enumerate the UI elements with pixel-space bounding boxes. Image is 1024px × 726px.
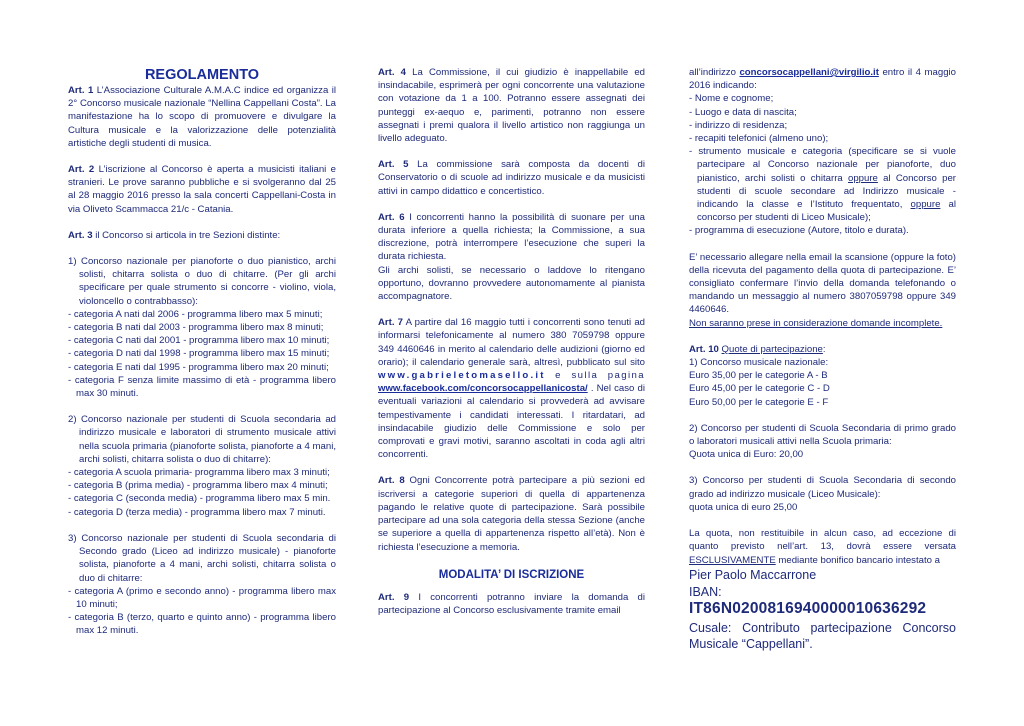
article-7-rest: . Nel caso di eventuali variazioni al calendario si provvederà ad avvisare tempestivamente i candidati interessati. I ritardatari, ad insindacabile giudizio delle Commissione e solo per comprovati e gravi motivi, saranno ascoltati in coda agli altri concorrenti.: [378, 383, 645, 461]
section-1: [68, 255, 336, 400]
list-item: - categoria D nati dal 1998 - programma libero max 15 minuti;: [68, 348, 330, 360]
article-3-label: Art. 3: [68, 229, 93, 241]
list-item: - categoria B nati dal 2003 - programma libero max 8 minuti;: [68, 322, 324, 334]
required-info-list: [689, 92, 956, 237]
list-item: - Luogo e data di nascita;: [689, 106, 797, 118]
article-5: [378, 158, 645, 198]
article-7-label: Art. 7: [378, 317, 403, 329]
article-1: [68, 84, 336, 150]
article-8-text: Ogni Concorrente potrà partecipare a più sezioni ed iscriversi a categorie superiori di quella di appartenenza pagando le relative quote di partecipazione. Sarà possibile partecipare ad una sola categoria della stessa Sezione (anche se superiore a quella di appartenenza rispetto all’età). Non è richiesta l’esecuzione a memoria.: [378, 475, 645, 553]
list-item: - categoria F senza limite massimo di età - programma libero max 30 minuti.: [68, 374, 336, 400]
column-regolamento: [68, 66, 336, 638]
article-4-text: La Commissione, il cui giudizio è inappellabile ed insindacabile, esprimerà per ogni concorrente una valutazione con votazione da 1 a 100. Potranno essere assegnati dei punteggi ex-aequo e, parimenti, potranno non essere assegnati i premi qualora il livello artistico non raggiunga un livello adeguato.: [378, 67, 645, 145]
article-10: [689, 343, 956, 356]
section-3-intro: 3) Concorso nazionale per studenti di Scuola secondaria di Secondo grado (Liceo ad indirizzo musicale) - pianoforte solista, pianoforte a 4 mani, archi solisti, chitarra solista o duo di chitarre:: [68, 532, 336, 584]
quota-line: 2) Concorso per studenti di Scuola Secondaria di primo grado o laboratori musicali attivi nella Scuola primaria:: [689, 422, 956, 448]
email-pre: all’indirizzo: [689, 67, 740, 78]
quota-line: Euro 50,00 per le categorie E - F: [689, 396, 829, 408]
column-registration: [689, 66, 956, 652]
article-1-text: L’Associazione Culturale A.M.A.C indice ed organizza il 2° Concorso musicale nazionale “Nellina Cappellani Costa”. La manifestazione ha lo scopo di promuovere e divulgare la Cultura musicale e la valorizzazione delle potenzialità artistiche degli studenti di musica.: [68, 85, 336, 149]
quota-1: [689, 356, 956, 409]
quota-line: Euro 35,00 per le categorie A - B: [689, 370, 828, 382]
section-heading-iscrizione: MODALITA’ DI ISCRIZIONE: [438, 568, 585, 581]
email-paragraph: [689, 66, 956, 92]
item-5-oppure-1: oppure: [848, 172, 878, 184]
item-5-b: al Concorso per studenti di scuole secondare ad Indirizzo musicale - indicando la classe e l’Istituto frequentato,: [697, 172, 956, 211]
item-5-oppure-2: oppure: [910, 199, 941, 211]
list-item: - indirizzo di residenza;: [689, 119, 788, 131]
page-title: REGOLAMENTO: [144, 67, 260, 83]
list-item: - categoria C nati dal 2001 - programma libero max 10 minuti;: [68, 335, 330, 347]
column-articles: [378, 66, 645, 617]
list-item: - categoria A scuola primaria- programma libero max 3 minuti;: [68, 467, 330, 479]
list-item: - categoria B (terzo, quarto e quinto anno) - programma libero max 12 minuti.: [68, 612, 336, 637]
section-1-intro: 1) Concorso nazionale per pianoforte o duo pianistico, archi solisti, chitarra solista o duo di chitarre. (Per gli archi specificare per quale strumento si concorre - violino, viola, violoncello o contrabbasso):: [68, 256, 336, 307]
list-item: - programma di esecuzione (Autore, titolo e durata).: [689, 225, 909, 237]
article-3: [68, 229, 336, 242]
list-item: - categoria E nati dal 1995 - programma libero max 20 minuti;: [68, 361, 329, 373]
article-8: [378, 474, 645, 553]
list-item: - categoria C (seconda media) - programma libero max 5 min.: [68, 493, 331, 505]
pay-exclusive: ESCLUSIVAMENTE: [689, 554, 776, 566]
article-2-label: Art. 2: [68, 164, 95, 176]
quota-line: quota unica di euro 25,00: [689, 501, 798, 513]
payment-paragraph: [689, 527, 956, 567]
website-link[interactable]: www.gabrieletomasello.it: [378, 370, 546, 382]
quota-2: [689, 422, 956, 462]
section-2: [68, 413, 336, 519]
quota-line: Quota unica di Euro: 20,00: [689, 449, 804, 461]
article-7-text: A partire dal 16 maggio tutti i concorrenti sono tenuti ad informarsi telefonicamente al numero 380 7059798 oppure 349 4460646 in merito al calendario delle audizioni (giorno ed orario); il calendario generale sarà, altresì, pubblicato sul sito: [378, 317, 645, 368]
list-item: - categoria D (terza media) - programma libero max 7 minuti.: [68, 506, 326, 518]
article-6-label: Art. 6: [378, 211, 405, 223]
causale: Cusale: Contributo partecipazione Concorso Musicale “Cappellani”.: [689, 620, 956, 651]
article-2: [68, 163, 336, 216]
article-4-label: Art. 4: [378, 67, 406, 78]
article-10-colon: :: [822, 343, 826, 355]
article-6-text-2: Gli archi solisti, se necessario o laddove lo ritengano opportuno, dovranno provvedere autonomamente al pianista accompagnatore.: [378, 264, 645, 303]
list-item: - categoria A (primo e secondo anno) - programma libero max 10 minuti;: [68, 585, 336, 610]
facebook-link[interactable]: www.facebook.com/concorsocappellanicosta/: [378, 383, 588, 395]
beneficiary-name: Pier Paolo Maccarrone: [689, 567, 817, 582]
article-10-title: Quote di partecipazione: [721, 343, 823, 355]
article-9-text: I concorrenti potranno inviare la domanda di partecipazione al Concorso esclusivamente tramite email: [378, 591, 645, 616]
article-5-label: Art. 5: [378, 159, 409, 171]
section-3: [68, 532, 336, 638]
article-2-text: L’iscrizione al Concorso è aperta a musicisti italiani e stranieri. Le prove saranno pubbliche e si svolgeranno dal 25 al 28 maggio 2016 presso la sala concerti Cappellani-Costa in via Oliveto Scammacca 21/c - Catania.: [68, 164, 337, 215]
section-2-intro: 2) Concorso nazionale per studenti di Scuola secondaria ad indirizzo musicale e laboratori di strumento musicale attivi nella scuola primaria (pianoforte solista, pianoforte a 4 mani, archi solisti, chitarra solista o duo di chitarre):: [68, 414, 336, 465]
article-9: [378, 591, 645, 617]
article-6: [378, 211, 645, 303]
article-6-text: I concorrenti hanno la possibilità di suonare per una durata inferiore a quella richiesta; la Commissione, a sua discrezione, potrà interrompere l’esecuzione che superi la durata richiesta.: [378, 211, 645, 263]
list-item: - categoria B (prima media) - programma libero max 4 minuti;: [68, 480, 328, 492]
list-item: - Nome e cognome;: [689, 93, 774, 105]
quota-3: [689, 474, 956, 514]
iban-label: IBAN:: [689, 584, 722, 599]
article-10-label: Art. 10: [689, 343, 719, 355]
note-2: Non saranno prese in considerazione domande incomplete.: [689, 317, 943, 329]
article-8-label: Art. 8: [378, 475, 405, 487]
item-5-a: - strumento musicale e categoria (specificare se si vuole partecipare al Concorso nazionale per pianoforte, duo pianistico, archi solisti o chitarra: [689, 146, 956, 184]
article-5-text: La commissione sarà composta da docenti di Conservatorio o di scuole ad indirizzo musicale e da musicisti attivi in campo didattico e concertistico.: [378, 159, 646, 197]
list-item: - categoria A nati dal 2006 - programma libero max 5 minuti;: [68, 308, 323, 320]
article-4: [378, 66, 645, 145]
quota-line: 3) Concorso per studenti di Scuola Secondaria di secondo grado ad indirizzo musicale (Liceo Musicale):: [689, 475, 956, 500]
note-paragraph: [689, 251, 956, 330]
list-item: - recapiti telefonici (almeno uno);: [689, 133, 829, 145]
email-link[interactable]: concorsocappellani@virgilio.it: [739, 67, 879, 78]
article-3-text: il Concorso si articola in tre Sezioni distinte:: [92, 229, 281, 241]
article-7: [378, 316, 645, 461]
list-item: [689, 145, 956, 224]
email-post: entro il 4 maggio 2016 indicando:: [689, 67, 956, 92]
note-1: E’ necessario allegare nella email la scansione (oppure la foto) della ricevuta del pagamento della quota di partecipazione. E’ consigliato confermare l’invio della domanda telefonando o mandando un messaggio al numero 3807059798 oppure 349 4460646.: [689, 251, 956, 316]
pay-text: La quota, non restituibile in alcun caso, ad eccezione di quanto previsto nell’art. 13, dovrà essere versata: [689, 528, 956, 553]
quota-line: 1) Concorso musicale nazionale:: [689, 357, 829, 369]
iban-row: [689, 584, 956, 618]
article-9-label: Art. 9: [378, 591, 410, 603]
quota-line: Euro 45,00 per le categorie C - D: [689, 383, 830, 395]
article-7-mid: e sulla pagina: [545, 370, 645, 382]
pay-rest: mediante bonifico bancario intestato a: [775, 554, 940, 566]
iban-value: IT86N0200816940000010636292: [689, 599, 927, 617]
item-5-c: al concorso per studenti di Liceo Musicale);: [697, 199, 956, 224]
article-1-label: Art. 1: [68, 85, 94, 96]
